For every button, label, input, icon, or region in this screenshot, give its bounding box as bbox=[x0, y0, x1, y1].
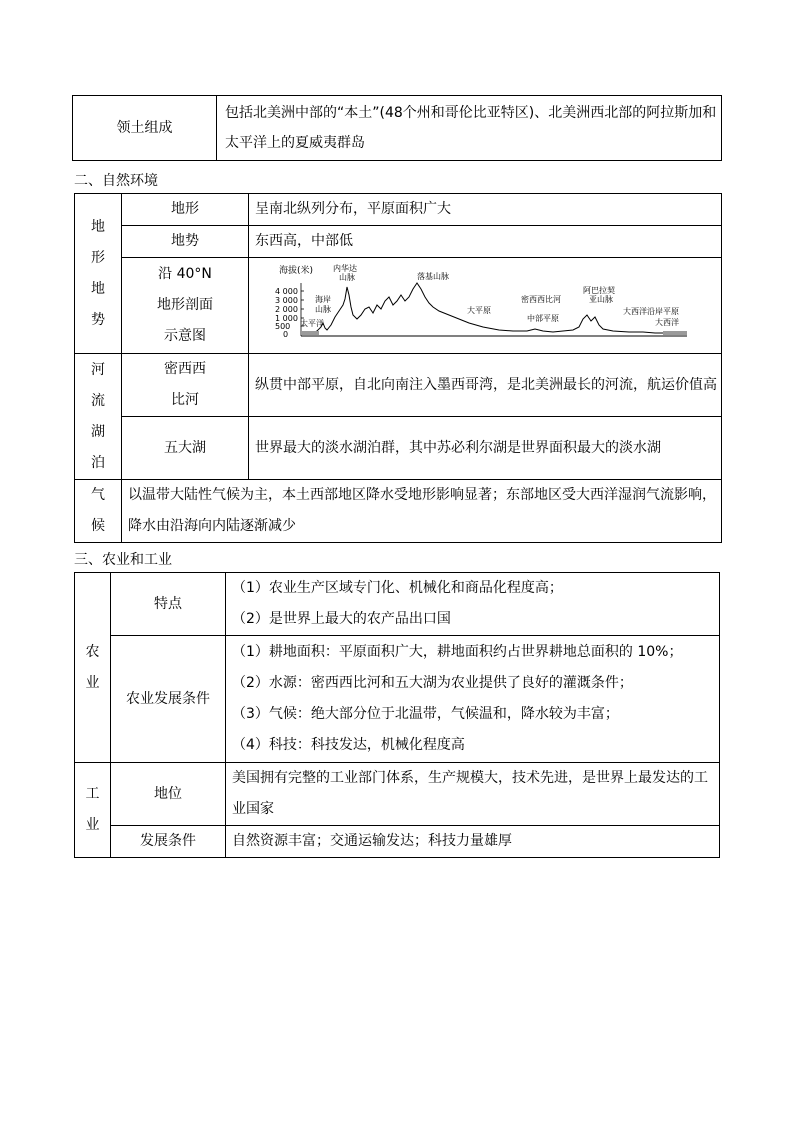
tick-500: 500 bbox=[275, 321, 291, 331]
tick-0: 0 bbox=[283, 329, 289, 339]
sea-right bbox=[663, 331, 687, 335]
territory-table bbox=[72, 95, 722, 161]
sea-left bbox=[301, 331, 319, 335]
territory-label: 领土组成 bbox=[73, 96, 217, 161]
dev-conditions-value: 自然资源丰富；交通运输发达；科技力量雄厚 bbox=[226, 826, 720, 858]
label-central-plain: 中部平原 bbox=[527, 313, 559, 323]
mississippi-value: 纵贯中部平原，自北向南注入墨西哥湾，是北美洲最长的河流，航运价值高 bbox=[249, 354, 722, 417]
tick-marks bbox=[301, 283, 304, 336]
label-coast: 海岸 bbox=[315, 294, 331, 304]
label-appalachian-2: 亚山脉 bbox=[589, 294, 613, 304]
label-mountains-2: 山脉 bbox=[315, 304, 331, 314]
climate-value: 以温带大陆性气候为主，本土西部地区降水受地形影响显著；东部地区受大西洋湿润气流影响，降水由沿海向内陆逐渐减少 bbox=[122, 480, 722, 543]
condition-item: （2）水源：密西西比河和五大湖为农业提供了良好的灌溉条件； bbox=[232, 675, 633, 691]
condition-item: （3）气候：绝大部分位于北温带，气候温和，降水较为丰富； bbox=[232, 706, 619, 722]
condition-item: （1）耕地面积：平原面积广大，耕地面积约占世界耕地总面积的 10%； bbox=[232, 644, 683, 660]
feature-item: （2）是世界上最大的农产品出口国 bbox=[232, 611, 451, 627]
lakes-label: 五大湖 bbox=[122, 417, 249, 480]
label-nevada: 内华达 bbox=[333, 263, 357, 273]
label-appalachian: 阿巴拉契 bbox=[583, 285, 615, 295]
label-atlantic: 大西洋 bbox=[655, 317, 679, 327]
mississippi-label: 密西西 比河 bbox=[122, 354, 249, 417]
nature-table bbox=[74, 193, 722, 543]
condition-item: （4）科技：科技发达，机械化程度高 bbox=[232, 737, 465, 753]
industry-group-label: 工 业 bbox=[75, 763, 111, 858]
agriculture-group-label: 农 业 bbox=[75, 573, 111, 763]
features-label: 特点 bbox=[111, 573, 226, 636]
tick-2000: 2 000 bbox=[275, 304, 298, 314]
climate-group-label: 气 候 bbox=[75, 480, 122, 543]
feature-item: （1）农业生产区域专门化、机械化和商品化程度高； bbox=[232, 580, 563, 596]
label-rocky: 落基山脉 bbox=[417, 271, 449, 281]
terrain-group-label: 地 形 地 势 bbox=[75, 194, 122, 354]
terrain-value: 呈南北纵列分布，平原面积广大 bbox=[249, 194, 722, 226]
conditions-value bbox=[226, 636, 720, 763]
status-label: 地位 bbox=[111, 763, 226, 826]
status-value: 美国拥有完整的工业部门体系，生产规模大，技术先进，是世界上最发达的工业国家 bbox=[226, 763, 720, 826]
territory-content: 包括北美洲中部的“本土”(48个州和哥伦比亚特区)、北美洲西北部的阿拉斯加和太平洋上的夏威夷群岛 bbox=[217, 96, 722, 161]
conditions-label: 农业发展条件 bbox=[111, 636, 226, 763]
water-group-label: 河 流 湖 泊 bbox=[75, 354, 122, 480]
agri-industry-table bbox=[74, 572, 720, 858]
lakes-value: 世界最大的淡水湖泊群，其中苏必利尔湖是世界面积最大的淡水湖 bbox=[249, 417, 722, 480]
features-value bbox=[226, 573, 720, 636]
label-pacific: 太平洋 bbox=[300, 318, 324, 328]
label-mountains-1: 山脉 bbox=[339, 272, 355, 282]
terrain-label: 地形 bbox=[122, 194, 249, 226]
label-mississippi: 密西西比河 bbox=[521, 294, 561, 304]
section-title-nature: 二、自然环境 bbox=[74, 173, 158, 189]
y-axis-label: 海拔(米) bbox=[279, 265, 314, 276]
profile-chart-cell bbox=[249, 258, 722, 354]
terrain-profile-chart bbox=[273, 259, 713, 353]
label-atlantic-plain: 大西洋沿岸平原 bbox=[623, 306, 679, 316]
relief-value: 东西高，中部低 bbox=[249, 226, 722, 258]
relief-label: 地势 bbox=[122, 226, 249, 258]
tick-4000: 4 000 bbox=[275, 286, 298, 296]
tick-3000: 3 000 bbox=[275, 295, 298, 305]
profile-label: 沿 40°N 地形剖面 示意图 bbox=[122, 258, 249, 354]
tick-1000: 1 000 bbox=[275, 313, 298, 323]
label-great-plains: 大平原 bbox=[467, 305, 491, 315]
section-title-agri-industry: 三、农业和工业 bbox=[74, 552, 172, 568]
dev-conditions-label: 发展条件 bbox=[111, 826, 226, 858]
